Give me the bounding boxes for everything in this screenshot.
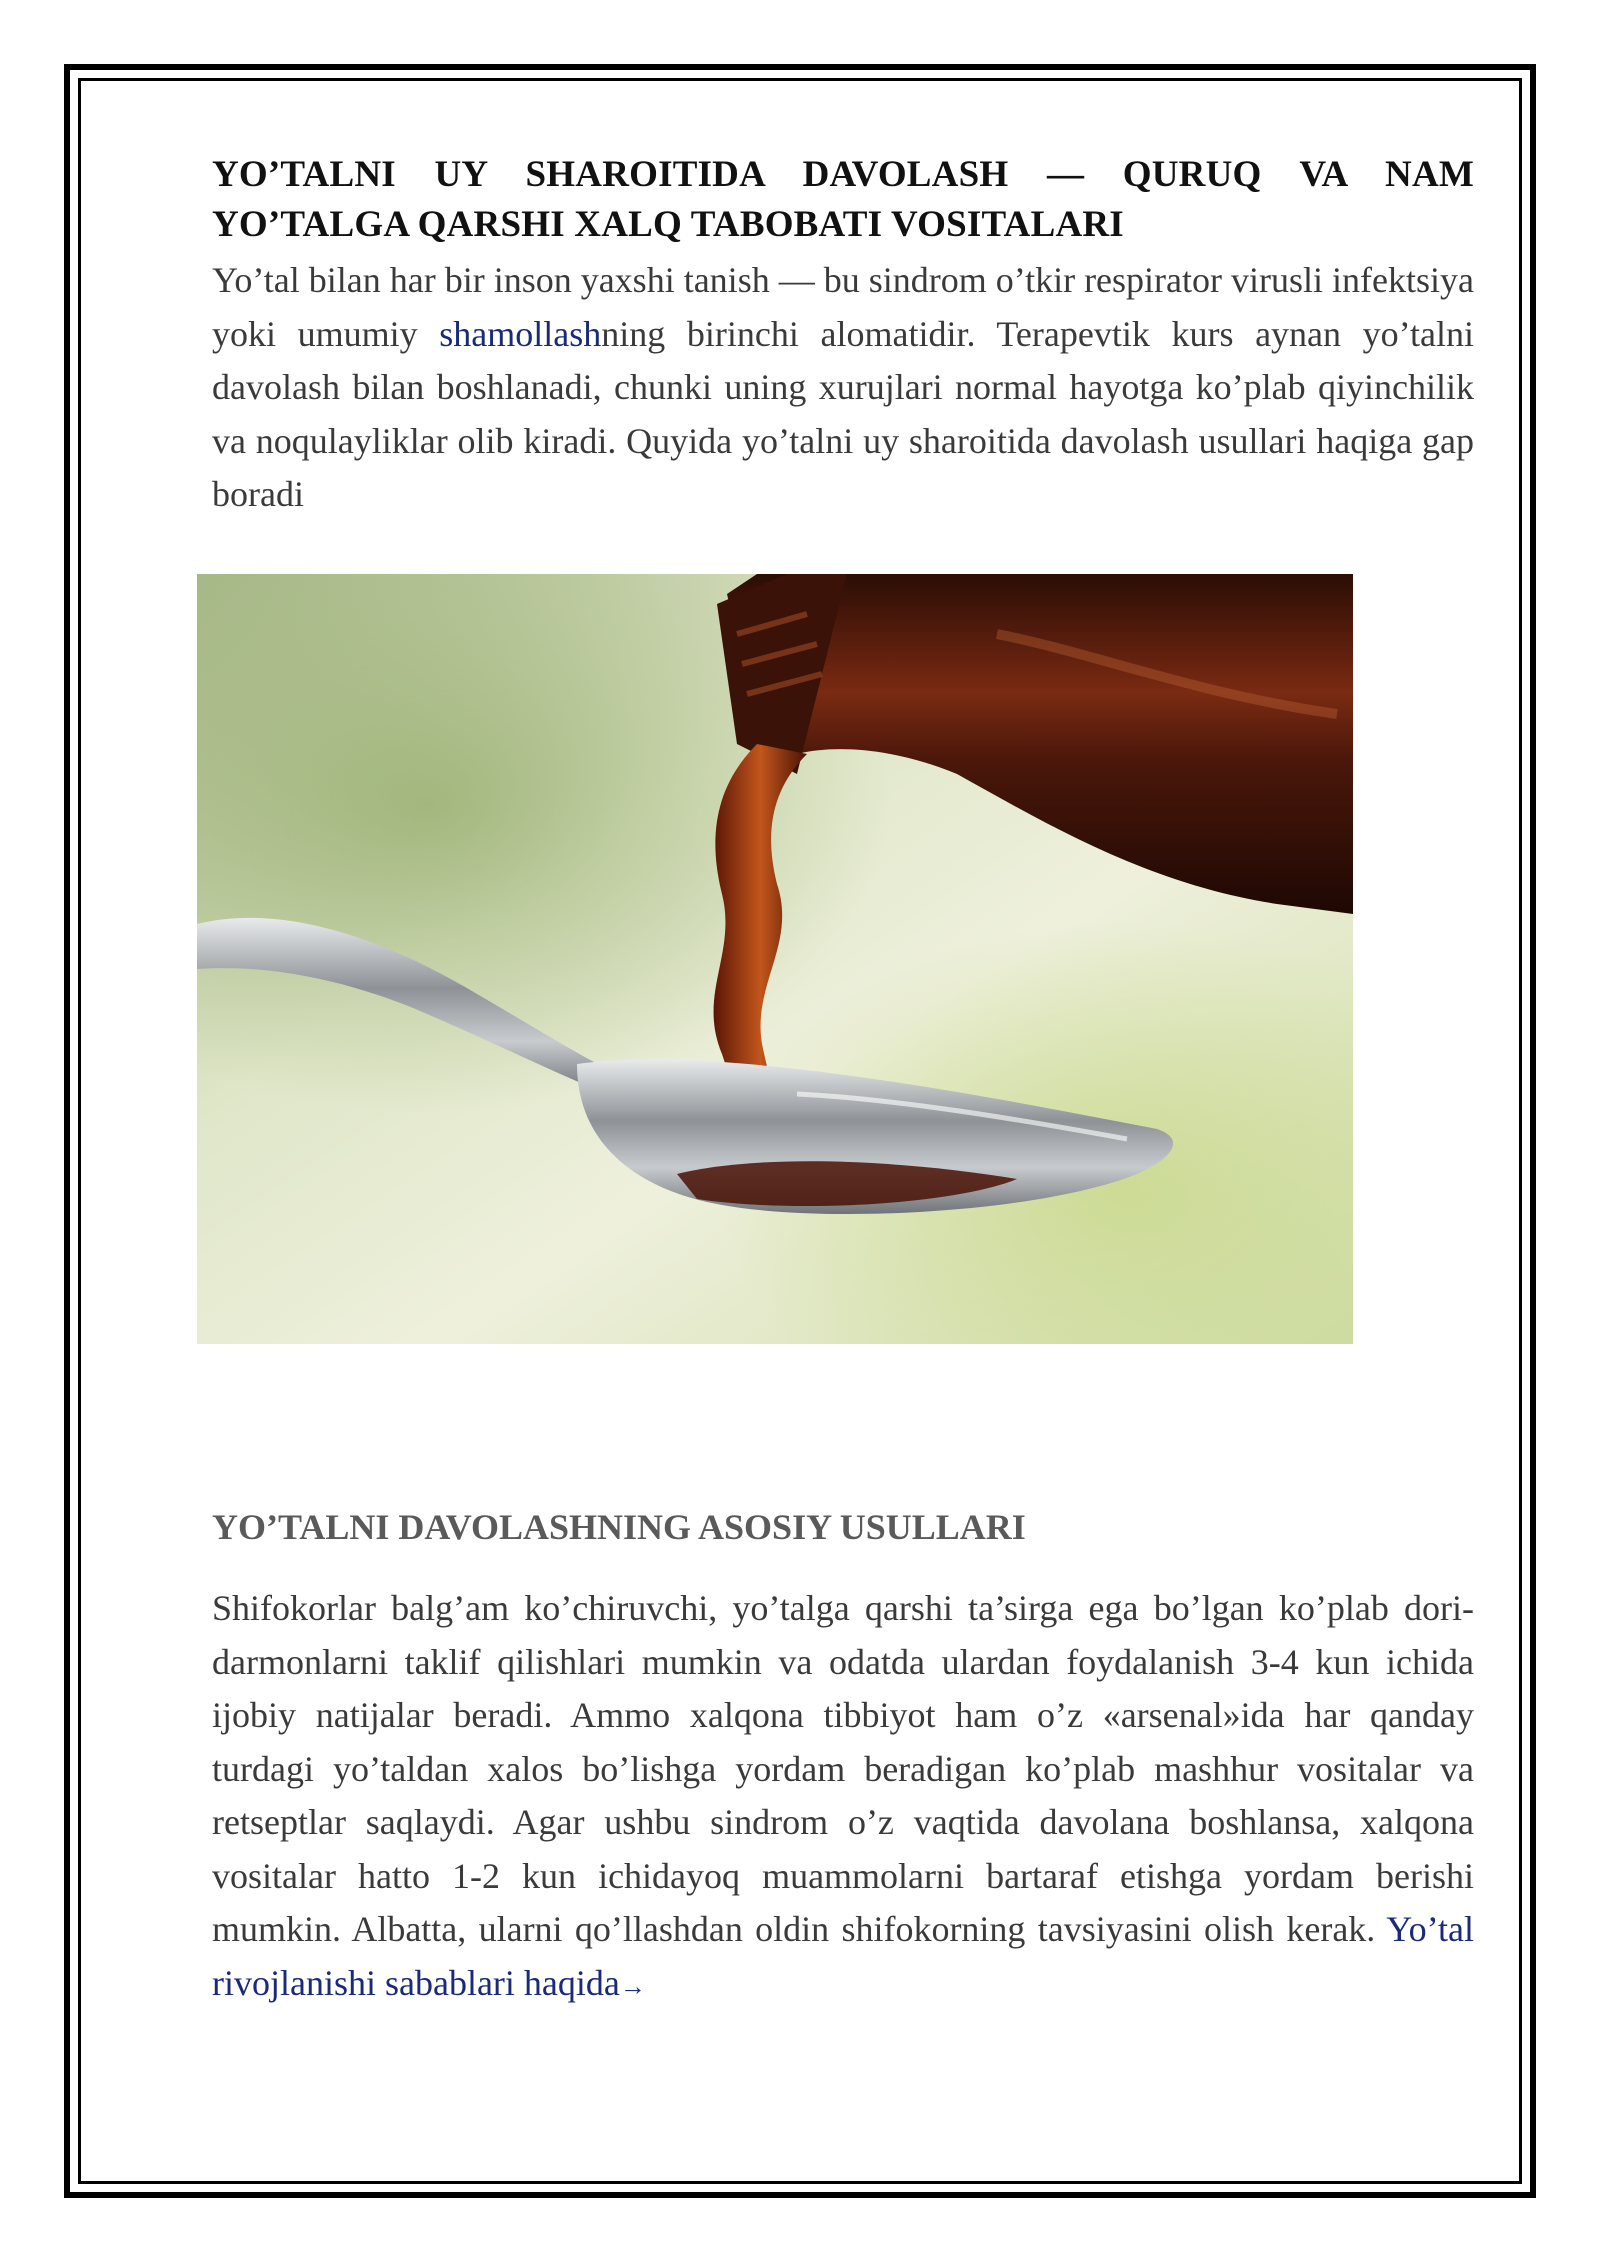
- shamollash-link[interactable]: shamollash: [439, 313, 602, 354]
- section-paragraph: [212, 1582, 1474, 2013]
- cough-syrup-image: [197, 574, 1353, 1344]
- section-heading: YO’TALNI DAVOLASHNING ASOSIY USULLARI: [212, 1507, 1026, 1547]
- intro-paragraph: [212, 254, 1474, 522]
- article-intro: [212, 150, 1474, 522]
- section-text: Shifokorlar balg’am ko’chiruvchi, yo’talga qarshi ta’sirga ega bo’lgan ko’plab dori-darmonlarni taklif qilishlari mumkin va odatda ulardan foydalanish 3-4 kun ichida ijobiy natijalar beradi. Ammo xalqona tibbiyot ham o’z «arsenal»ida har qanday turdagi yo’taldan xalos bo’lishga yordam beradigan ko’plab mashhur vositalar va retseptlar saqlaydi. Agar ushbu sindrom o’z vaqtida davolana boshlansa, xalqona vositalar hatto 1-2 kun ichidayoq muammolarni bartaraf etishga yordam berishi mumkin. Albatta, ularni qo’llashdan oldin shifokorning tavsiyasini olish kerak.: [212, 1588, 1474, 1949]
- article-title: YO’TALNI UY SHAROITIDA DAVOLASH — QURUQ VA NAM YO’TALGA QARSHI XALQ TABOBATI VOSITALARI: [212, 154, 1474, 245]
- intro-text-start: Yo’tal bilan har bir inson yaxshi tanish — bu sindrom o’tkir respirator virusli infektsiya yoki umumiy: [212, 260, 1474, 354]
- arrow-right-icon: →: [619, 1971, 646, 2001]
- intro-text-end: ning birinchi alomatidir. Terapevtik kurs aynan yo’talni davolash bilan boshlanadi, chunki uning xurujlari normal hayotga ko’plab qiyinchilik va noqulayliklar olib kiradi. Quyida yo’talni uy sharoitida davolash usullari haqiga gap boradi: [212, 313, 1474, 514]
- causes-link-label: Yo’tal rivojlanishi sabablari haqida: [212, 1909, 1474, 2003]
